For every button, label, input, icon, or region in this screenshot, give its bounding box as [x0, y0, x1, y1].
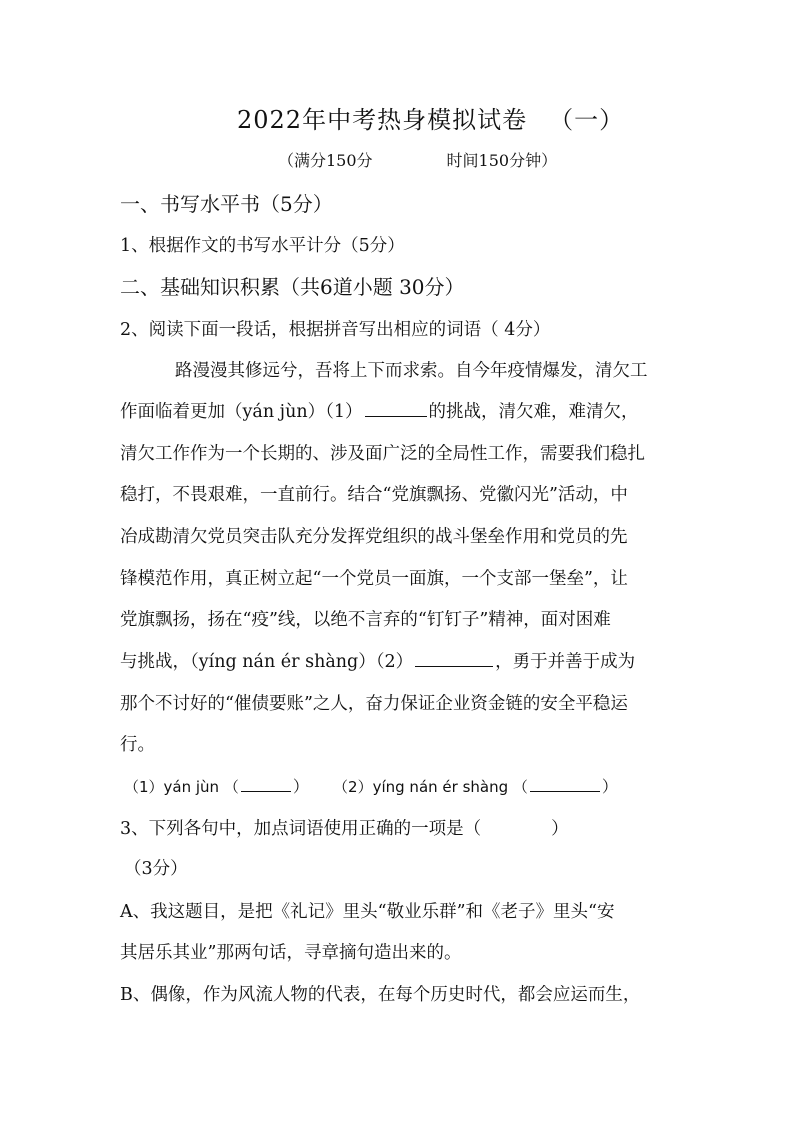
- question-2-prompt: 2、阅读下面一段话，根据拼音写出相应的词语（ 4分）: [120, 320, 551, 340]
- passage-fragment: ，勇于并善于成为: [495, 652, 636, 672]
- passage-line: 党旗飘扬，扬在“疫”线，以绝不言弃的“钉钉子”精神，面对困难: [120, 610, 611, 630]
- answer-2-label: （2）yíng nán ér shàng （: [333, 778, 528, 796]
- passage-line: 清欠工作作为一个长期的、涉及面广泛的全局性工作，需要我们稳扎: [120, 444, 645, 464]
- question-3-close: ）: [551, 819, 569, 839]
- passage-fragment: 的挑战，清欠难，难清欠，: [428, 402, 639, 422]
- exam-title-suffix: （一）: [549, 106, 625, 134]
- passage-line: 稳打，不畏艰难，一直前行。结合“党旗飘扬、党徽闪光”活动，中: [120, 485, 628, 505]
- answer-2-close: ）: [601, 777, 618, 796]
- passage-line: 锋模范作用，真正树立起“一个党员一面旗，一个支部一堡垒”，让: [120, 569, 628, 589]
- section-2-heading: 二、基础知识积累（共6道小题 30分）: [120, 275, 465, 299]
- passage-line: 冶成勘清欠党员突击队充分发挥党组织的战斗堡垒作用和党员的先: [120, 527, 628, 547]
- passage-line: 路漫漫其修远兮，吾将上下而求索。自今年疫情爆发，清欠工: [175, 361, 648, 381]
- score-info: （满分150分: [278, 151, 373, 170]
- passage-line: [120, 648, 635, 673]
- exam-title-text: 2022年中考热身模拟试卷: [237, 106, 528, 134]
- answer-line: [124, 774, 618, 797]
- blank-1[interactable]: [365, 398, 427, 417]
- option-a-line: A、我这题目，是把《礼记》里头“敬业乐群”和《老子》里头“安: [120, 902, 615, 922]
- time-info: 时间150分钟）: [446, 151, 558, 170]
- question-3-points: （3分）: [124, 859, 188, 879]
- exam-title: [237, 100, 624, 135]
- question-3-text: 3、下列各句中，加点词语使用正确的一项是（: [120, 819, 482, 839]
- question-1: 1、根据作文的书写水平计分（5分）: [120, 236, 405, 256]
- answer-1-label: （1）yán jùn （: [124, 778, 239, 796]
- passage-line: 那个不讨好的“催债要账”之人，奋力保证企业资金链的安全平稳运: [120, 694, 628, 714]
- exam-subtitle: [278, 148, 557, 171]
- option-a-line: 其居乐其业”那两句话，寻章摘句造出来的。: [120, 943, 462, 963]
- blank-2[interactable]: [415, 648, 493, 667]
- passage-fragment: 与挑战，（yíng nán ér shàng）（2）: [120, 652, 414, 672]
- answer-1-field[interactable]: [241, 775, 291, 792]
- passage-line: [120, 398, 639, 423]
- section-1-heading: 一、书写水平书（5分）: [120, 192, 333, 216]
- answer-1-close: ）: [292, 777, 309, 796]
- question-3-prompt: [120, 815, 569, 840]
- passage-line: 行。: [120, 735, 155, 755]
- option-b-line: B、偶像，作为风流人物的代表，在每个历史时代，都会应运而生，: [120, 985, 641, 1005]
- passage-fragment: 作面临着更加（yán jùn）（1）: [120, 402, 363, 422]
- answer-2-field[interactable]: [530, 775, 600, 792]
